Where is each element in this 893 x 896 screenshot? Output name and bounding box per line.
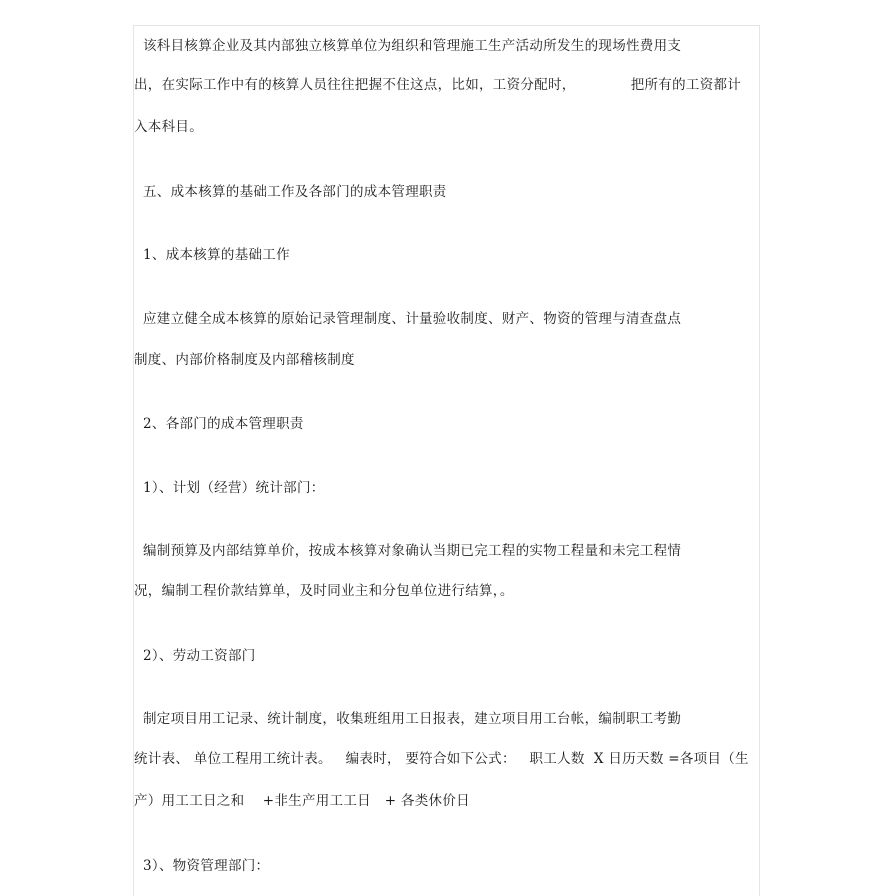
item-heading: 3）、物资管理部门： <box>143 858 270 874</box>
document-page <box>133 25 760 896</box>
item-heading: 2）、劳动工资部门 <box>143 648 256 664</box>
paragraph-line: 制度、内部价格制度及内部稽核制度 <box>134 352 355 368</box>
paragraph-line: 统计表、 单位工程用工统计表。 编表时， 要符合如下公式： 职工人数 X 日历天数 =各项目（生 <box>134 751 749 767</box>
paragraph-line: 该科目核算企业及其内部独立核算单位为组织和管理施工生产活动所发生的现场性费用支 <box>143 38 682 54</box>
paragraph-line: 编制预算及内部结算单价，按成本核算对象确认当期已完工程的实物工程量和未完工程情 <box>143 543 682 559</box>
paragraph-line: 应建立健全成本核算的原始记录管理制度、计量验收制度、财产、物资的管理与清查盘点 <box>143 311 682 327</box>
paragraph-line: 制定项目用工记录、统计制度，收集班组用工日报表，建立项目用工台帐，编制职工考勤 <box>143 711 682 727</box>
paragraph-line: 入本科目。 <box>134 119 203 135</box>
paragraph-line: 况，编制工程价款结算单，及时同业主和分包单位进行结算，。 <box>134 583 514 599</box>
subsection-heading: 2、各部门的成本管理职责 <box>143 416 304 432</box>
subsection-heading: 1、成本核算的基础工作 <box>143 247 290 263</box>
item-heading: 1）、计划（经营）统计部门： <box>143 480 325 496</box>
paragraph-line: 产）用工工日之和 +非生产用工工日 + 各类休价日 <box>134 793 470 809</box>
section-heading: 五、成本核算的基础工作及各部门的成本管理职责 <box>143 184 447 200</box>
paragraph-line: 出，在实际工作中有的核算人员往往把握不住这点，比如，工资分配时， 把所有的工资都计 <box>134 77 742 93</box>
